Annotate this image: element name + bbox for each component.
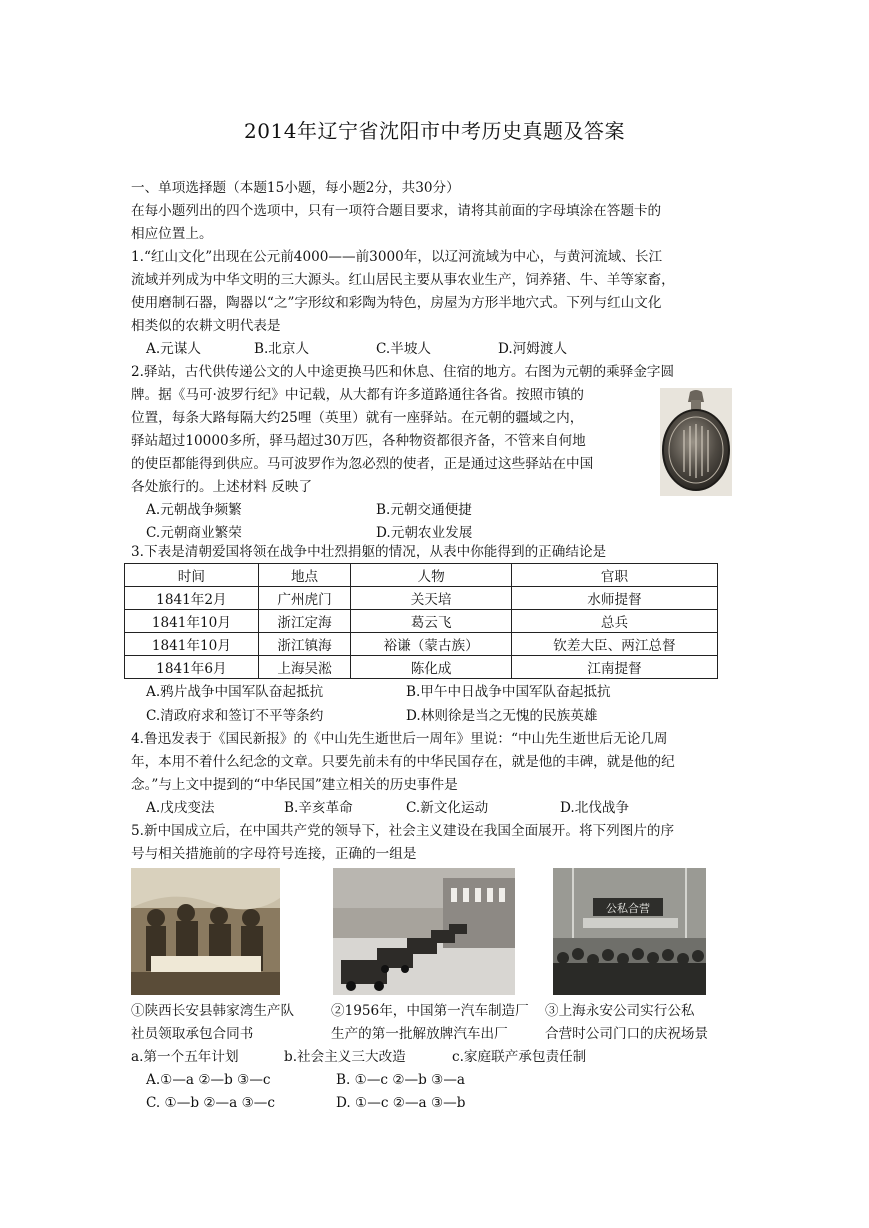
q5-line: 5.新中国成立后，在中国共产党的领导下，社会主义建设在我国全面展开。将下列图片的序: [131, 823, 675, 839]
table-cell: 1841年6月: [125, 656, 259, 679]
measure-b: b.社会主义三大改造: [284, 1049, 406, 1065]
q5-option-d[interactable]: D. ①—c ②—a ③—b: [336, 1095, 466, 1111]
section-heading: 一、单项选择题（本题15小题，每小题2分，共30分）: [131, 180, 460, 196]
table-cell: 裕谦（蒙古族）: [351, 633, 512, 656]
q4-option-d[interactable]: D.北伐战争: [560, 800, 630, 816]
table-cell: 总兵: [511, 610, 717, 633]
q1-option-a[interactable]: A.元谋人: [146, 341, 201, 357]
table-header: 人物: [351, 564, 512, 587]
table-cell: 1841年10月: [125, 633, 259, 656]
q2-line: 牌。据《马可·波罗行纪》中记载，从大都有许多道路通往各省。按照市镇的: [131, 387, 584, 403]
q1-line: 相类似的农耕文明代表是: [131, 318, 281, 334]
q1-option-b[interactable]: B.北京人: [254, 341, 310, 357]
photo-jiefang-trucks: [333, 868, 515, 995]
caption-3-line: ③上海永安公司实行公私: [545, 1003, 695, 1019]
q2-line: 2.驿站，古代供传递公文的人中途更换马匹和休息、住宿的地方。右图为元朝的乘驿金字圆: [131, 364, 675, 380]
table-cell: 葛云飞: [351, 610, 512, 633]
q2-line: 驿站超过10000多所，驿马超过30万匹，各种物资都很齐备，不管来自何地: [131, 433, 586, 449]
table-header: 时间: [125, 564, 259, 587]
caption-1-line: ①陕西长安县韩家湾生产队: [131, 1003, 295, 1019]
q4-option-b[interactable]: B.辛亥革命: [284, 800, 353, 816]
table-header-row: [125, 564, 718, 587]
table-row: [125, 633, 718, 656]
caption-2-line: ②1956年，中国第一汽车制造厂: [331, 1003, 529, 1019]
table-cell: 陈化成: [351, 656, 512, 679]
table-cell: 江南提督: [511, 656, 717, 679]
q2-option-b[interactable]: B.元朝交通便捷: [376, 502, 472, 518]
q3-stem: 3.下表是清朝爱国将领在战争中壮烈捐躯的情况，从表中你能得到的正确结论是: [131, 544, 607, 560]
q1-line: 使用磨制石器，陶器以“之”字形纹和彩陶为特色，房屋为方形半地穴式。下列与红山文化: [131, 295, 662, 311]
q3-option-a[interactable]: A.鸦片战争中国军队奋起抵抗: [146, 684, 324, 700]
table-cell: 浙江定海: [258, 610, 351, 633]
table-cell: 关天培: [351, 587, 512, 610]
table-row: [125, 587, 718, 610]
q4-option-c[interactable]: C.新文化运动: [406, 800, 489, 816]
q4-line: 念。”与上文中提到的“中华民国”建立相关的历史事件是: [131, 777, 458, 793]
table-cell: 水师提督: [511, 587, 717, 610]
caption-1-line: 社员领取承包合同书: [131, 1026, 254, 1042]
q1-option-c[interactable]: C.半坡人: [376, 341, 432, 357]
q3-option-c[interactable]: C.清政府求和签订不平等条约: [146, 708, 324, 724]
q2-option-c[interactable]: C.元朝商业繁荣: [146, 525, 242, 541]
table-cell: 钦差大臣、两江总督: [511, 633, 717, 656]
q2-option-d[interactable]: D.元朝农业发展: [376, 525, 473, 541]
q1-option-d[interactable]: D.河姆渡人: [498, 341, 568, 357]
q2-line: 各处旅行的。上述材料 反映了: [131, 479, 313, 495]
photo-contract-signing: [131, 868, 280, 995]
table-cell: 1841年2月: [125, 587, 259, 610]
table-cell: 浙江镇海: [258, 633, 351, 656]
q2-line: 的使臣都能得到供应。马可波罗作为忽必烈的使者，正是通过这些驿站在中国: [131, 456, 594, 472]
q4-line: 4.鲁迅发表于《国民新报》的《中山先生逝世后一周年》里说：“中山先生逝世后无论几周: [131, 731, 668, 747]
instruction-line: 相应位置上。: [131, 226, 213, 242]
table-header: 地点: [258, 564, 351, 587]
q3-option-d[interactable]: D.林则徐是当之无愧的民族英雄: [406, 708, 598, 724]
table-cell: 广州虎门: [258, 587, 351, 610]
generals-table: [124, 563, 718, 679]
page-title: 2014年辽宁省沈阳市中考历史真题及答案: [244, 119, 625, 143]
instruction-line: 在每小题列出的四个选项中，只有一项符合题目要求，请将其前面的字母填涂在答题卡的: [131, 203, 662, 219]
yuan-medal-image: [660, 388, 732, 496]
table-cell: 上海吴淞: [258, 656, 351, 679]
table-row: [125, 656, 718, 679]
q1-line: 1.“红山文化”出现在公元前4000——前3000年，以辽河流域为中心，与黄河流域、长江: [131, 249, 663, 265]
caption-2-line: 生产的第一批解放牌汽车出厂: [331, 1026, 508, 1042]
wingon-sign-text: 公私合营: [606, 902, 650, 915]
q5-option-a[interactable]: A.①—a ②—b ③—c: [146, 1072, 271, 1088]
q5-line: 号与相关措施前的字母符号连接，正确的一组是: [131, 846, 417, 862]
table-header: 官职: [511, 564, 717, 587]
q4-line: 年，本用不着什么纪念的文章。只要先前未有的中华民国存在，就是他的丰碑，就是他的纪: [131, 754, 675, 770]
measure-c: c.家庭联产承包责任制: [452, 1049, 587, 1065]
caption-3-line: 合营时公司门口的庆祝场景: [545, 1026, 709, 1042]
q2-line: 位置，每条大路每隔大约25哩（英里）就有一座驿站。在元朝的疆域之内，: [131, 410, 584, 426]
q5-option-c[interactable]: C. ①—b ②—a ③—c: [146, 1095, 275, 1111]
q2-option-a[interactable]: A.元朝战争频繁: [146, 502, 242, 518]
q5-option-b[interactable]: B. ①—c ②—b ③—a: [336, 1072, 466, 1088]
q3-option-b[interactable]: B.甲午中日战争中国军队奋起抵抗: [406, 684, 611, 700]
table-cell: 1841年10月: [125, 610, 259, 633]
photo-wingon-celebration: [553, 868, 706, 995]
q4-option-a[interactable]: A.戊戌变法: [146, 800, 215, 816]
q1-line: 流域并列成为中华文明的三大源头。红山居民主要从事农业生产，饲养猪、牛、羊等家畜，: [131, 272, 675, 288]
measure-a: a.第一个五年计划: [131, 1049, 239, 1065]
table-row: [125, 610, 718, 633]
